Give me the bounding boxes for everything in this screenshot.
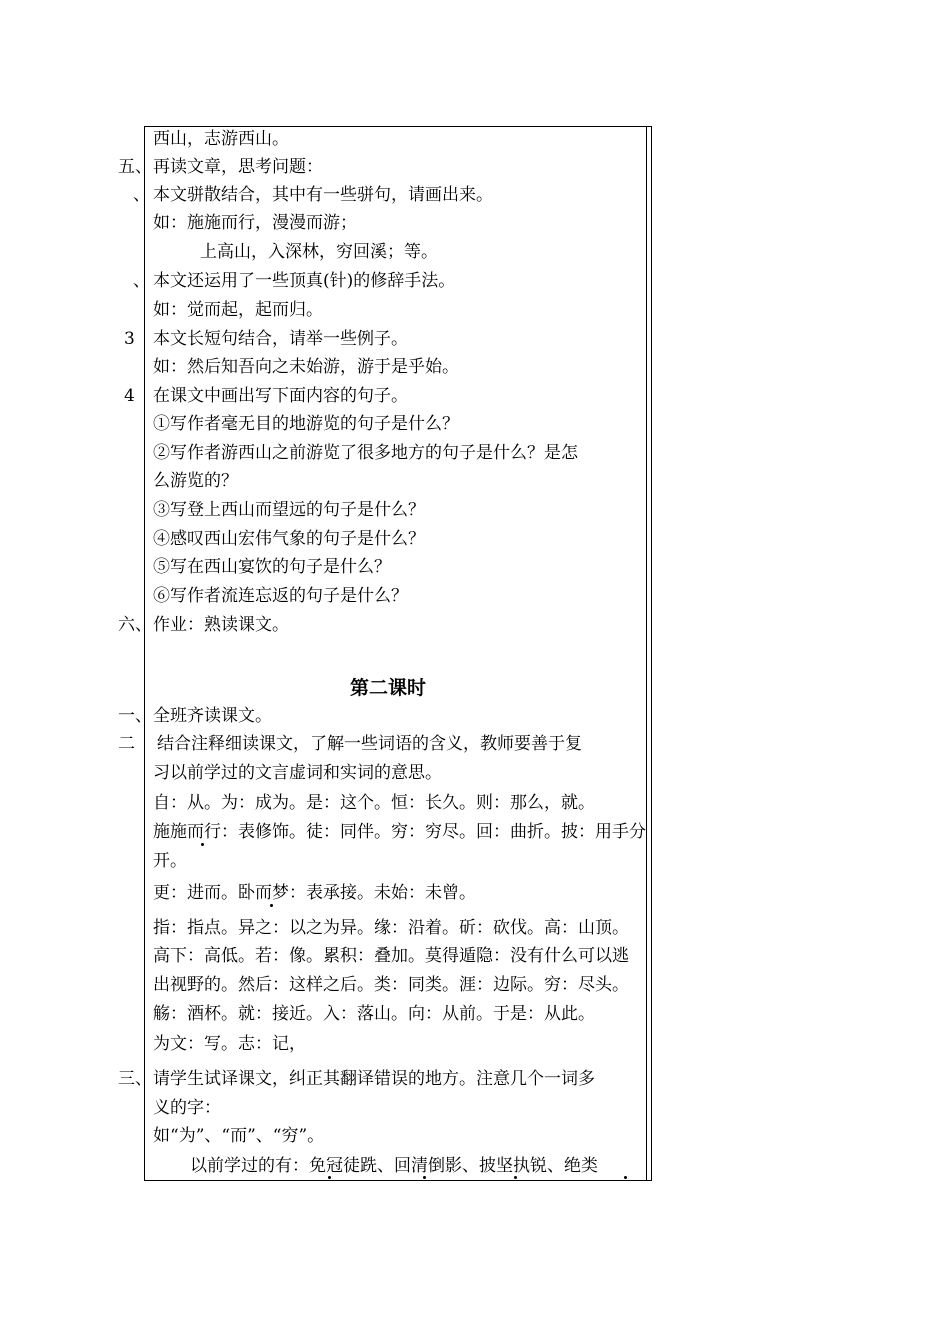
text-line: 全班齐读课文。 xyxy=(153,706,272,726)
text-line: 西山，志游西山。 xyxy=(153,129,289,149)
text-line: 在课文中画出写下面内容的句子。 xyxy=(153,386,408,406)
text-line: 义的字： xyxy=(153,1098,221,1118)
line-marker: 3 xyxy=(124,329,135,349)
emphasis-dot xyxy=(201,843,204,846)
text-line: ②写作者游西山之前游览了很多地方的句子是什么？是怎 xyxy=(153,443,578,463)
text-line: 指：指点。异之：以之为异。缘：沿着。斫：砍伐。高：山顶。 xyxy=(153,918,629,938)
line-marker: 五、 xyxy=(118,157,152,177)
emphasis-dot xyxy=(624,1176,627,1179)
text-line: 为文：写。志：记， xyxy=(153,1034,306,1054)
text-line: 再读文章，思考问题： xyxy=(153,157,323,177)
text-line: ③写登上西山而望远的句子是什么？ xyxy=(153,500,425,520)
text-line: 上高山，入深林，穷回溪；等。 xyxy=(200,242,438,262)
text-line: ⑤写在西山宴饮的句子是什么？ xyxy=(153,557,391,577)
text-line: 如：施施而行，漫漫而游； xyxy=(153,213,357,233)
text-line: ④感叹西山宏伟气象的句子是什么？ xyxy=(153,529,425,549)
text-line: 如“为”、“而”、“穷”。 xyxy=(153,1126,325,1146)
emphasis-dot xyxy=(328,1176,331,1179)
line-marker: 六、 xyxy=(118,615,152,635)
text-line: 么游览的？ xyxy=(153,471,238,491)
text-line: 开。 xyxy=(153,851,187,871)
emphasis-dot xyxy=(514,1176,517,1179)
text-line: 以前学过的有：免冠徒跣、回清倒影、披坚执锐、绝类 xyxy=(190,1156,598,1176)
section-title: 第二课时 xyxy=(350,677,427,699)
line-marker: 、 xyxy=(133,271,150,291)
text-line: 结合注释细读课文，了解一些词语的含义，教师要善于复 xyxy=(157,734,582,754)
line-marker: 、 xyxy=(133,185,150,205)
text-line: ①写作者毫无目的地游览的句子是什么？ xyxy=(153,414,459,434)
text-line: 习以前学过的文言虚词和实词的意思。 xyxy=(153,763,442,783)
text-line: 请学生试译课文，纠正其翻译错误的地方。注意几个一词多 xyxy=(153,1069,595,1089)
text-line: ⑥写作者流连忘返的句子是什么？ xyxy=(153,586,408,606)
text-line: 如：觉而起，起而归。 xyxy=(153,300,323,320)
text-line: 觞：酒杯。就：接近。入：落山。向：从前。于是：从此。 xyxy=(153,1004,595,1024)
text-line: 本文还运用了一些顶真(针)的修辞手法。 xyxy=(153,271,456,291)
line-marker: 二 xyxy=(118,734,135,754)
text-line: 高下：高低。若：像。累积：叠加。莫得遁隐：没有什么可以逃 xyxy=(153,946,629,966)
line-marker: 4 xyxy=(124,386,135,406)
text-line: 更：进而。卧而梦：表承接。未始：未曾。 xyxy=(153,883,476,903)
text-line: 出视野的。然后：这样之后。类：同类。涯：边际。穷：尽头。 xyxy=(153,975,629,995)
text-line: 自：从。为：成为。是：这个。恒：长久。则：那么，就。 xyxy=(153,793,595,813)
line-marker: 三、 xyxy=(118,1069,152,1089)
text-line: 如：然后知吾向之未始游，游于是乎始。 xyxy=(153,357,459,377)
text-line: 作业：熟读课文。 xyxy=(153,615,289,635)
column-divider xyxy=(646,126,647,1181)
text-line: 本文骈散结合，其中有一些骈句，请画出来。 xyxy=(153,185,493,205)
emphasis-dot xyxy=(423,1176,426,1179)
text-line: 施施而行：表修饰。徒：同伴。穷：穷尽。回：曲折。披：用手分 xyxy=(153,822,646,842)
line-marker: 一、 xyxy=(118,706,152,726)
text-line: 本文长短句结合，请举一些例子。 xyxy=(153,329,408,349)
emphasis-dot xyxy=(270,904,273,907)
